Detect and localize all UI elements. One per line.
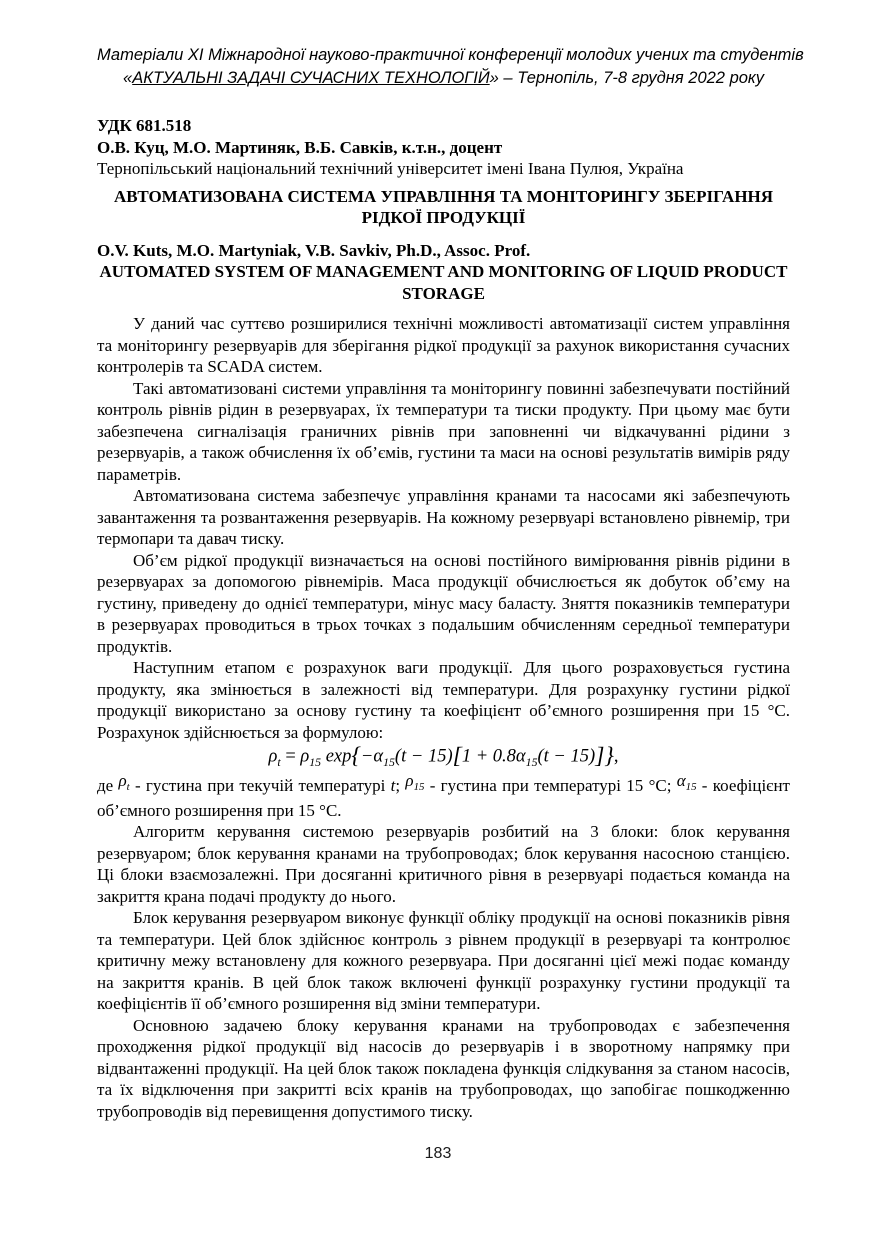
authors-en: O.V. Kuts, M.O. Martyniak, V.B. Savkiv, Ph.D., Assoc. Prof.: [97, 240, 531, 260]
running-head-line-2: [97, 67, 790, 90]
affiliation-ua: Тернопільський національний технічний університет імені Івана Пулюя, Україна: [97, 159, 684, 178]
paragraph-3: Автоматизована система забезпечує управління кранами та насосами які забезпечують завантаження та розвантаження резервуарів. На кожному резервуарі встановлено рівнемір, три термопари та давач тиску.: [97, 486, 790, 548]
math-token: ρ: [405, 771, 414, 791]
math-token: (t − 15): [537, 746, 596, 767]
math-token: t: [126, 781, 130, 794]
math-token: t: [277, 755, 281, 770]
udc-code: УДК 681.518: [97, 116, 192, 135]
math-token: - коефіцієнт об’ємного розширення при 15 °С.: [97, 776, 790, 820]
math-token: 15: [525, 755, 538, 770]
math-token: ρ: [118, 771, 127, 791]
math-token: ,: [613, 746, 619, 767]
math-token: 15: [383, 755, 395, 770]
page-number: 183: [424, 1145, 452, 1162]
math-token: ;: [395, 776, 406, 796]
conference-title: АКТУАЛЬНІ ЗАДАЧІ СУЧАСНИХ ТЕХНОЛОГІЙ: [132, 69, 490, 87]
math-token: 15: [309, 755, 322, 770]
paragraph-5: Наступним етапом є розрахунок ваги продукції. Для цього розраховується густина продукту, яка змінюється в залежності від температури. Для розрахунку густини рідкої продукції використано за основу густину та коефіцієнт об’ємного розширення при 15 °С. Розрахунок здійснюється за формулою:: [97, 658, 790, 742]
math-token: де: [97, 776, 119, 796]
math-token: - густина при текучій температурі: [129, 776, 391, 796]
article-body: [97, 313, 790, 1122]
math-token: 1 + 0.8α: [461, 746, 526, 767]
math-token: (t − 15): [394, 746, 453, 767]
math-token: ρ: [268, 746, 278, 767]
density-formula: [97, 743, 790, 775]
math-token: ]}: [595, 743, 614, 769]
running-head-line-1: Матеріали XI Міжнародної науково-практичної конференції молодих учених та студентів: [97, 46, 804, 64]
math-token: 15: [685, 781, 697, 794]
running-head-line-2-tail: » – Тернопіль, 7-8 грудня 2022 року: [489, 69, 764, 87]
running-head-quote-open: «: [123, 69, 133, 87]
formula-where-clause: [97, 771, 790, 821]
paragraph-7: Блок керування резервуаром виконує функції обліку продукції на основі показників рівня та температури. Цей блок здійснює контроль з рівнем продукції в резервуарі та контролює критичну межу встановлену для кожного резервуара. При досяганні цієї межі подає команду на закриття кранів. В цей блок також включені функції розрахунку густини продукції та коефіцієнтів її об’ємного розширення від зміни температури.: [97, 908, 790, 1014]
math-token: α: [676, 771, 686, 791]
authors-ua: О.В. Куц, М.О. Мартиняк, В.Б. Савків, к.т.н., доцент: [97, 137, 503, 157]
paper-title-en: AUTOMATED SYSTEM OF MANAGEMENT AND MONITORING OF LIQUID PRODUCT STORAGE: [99, 262, 788, 303]
paragraph-2: Такі автоматизовані системи управління та моніторингу повинні забезпечувати постійний контроль рівнів рідин в резервуарах, їх температури та тиски продукту. При цьому має бути забезпечена сигналізація граничних рівнів при заповненні чи відкачуванні рідини з резервуарів, а також обчислення їх об’ємів, густини та маси на основі результатів вимірів ряду параметрів.: [97, 378, 790, 484]
english-heading-block: [97, 240, 790, 305]
math-token: {: [351, 743, 361, 769]
math-token: ρ: [300, 746, 310, 767]
math-token: t: [390, 776, 396, 796]
paragraph-6: Алгоритм керування системою резервуарів розбитий на 3 блоки: блок керування резервуаром; блок керування кранами на трубопроводах; блок керування насосною станцією. Ці блоки взаємозалежні. При досяганні критичного рівня в резервуарі подається команда на закриття крана подачі продукту до нього.: [97, 822, 790, 906]
math-token: [: [452, 743, 462, 769]
math-token: =: [280, 746, 301, 767]
running-head: [97, 44, 804, 90]
paper-title-ua: АВТОМАТИЗОВАНА СИСТЕМА УПРАВЛІННЯ ТА МОНІТОРИНГУ ЗБЕРІГАННЯ РІДКОЇ ПРОДУКЦІЇ: [113, 186, 774, 227]
math-token: - густина при температурі 15 °С;: [424, 776, 677, 796]
paragraph-8: Основною задачею блоку керування кранами на трубопроводах є забезпечення проходження рідкої продукції від насосів до резервуарів і в зворотному напрямку при відвантаженні продукції. На цей блок також покладена функція слідкування за станом насосів, та їх відключення при закритті всіх кранів на трубопроводах, що запобігає пошкодженню трубопроводів від перевищення допустимого тиску.: [97, 1015, 790, 1121]
paragraph-1: У даний час суттєво розширилися технічні можливості автоматизації систем управління та моніторингу резервуарів для зберігання рідкої продукції за рахунок використання сучасних контролерів та SCADA систем.: [97, 314, 790, 376]
math-token: 15: [413, 781, 425, 794]
math-token: exp: [321, 746, 352, 767]
paragraph-4: Об’єм рідкої продукції визначається на основі постійного вимірювання рівнів рідини в резервуарах за допомогою рівнемірів. Маса продукції обчислюється як добуток об’єму на густину, приведену до однієї температури, мінус масу баласту. Зняття показників температури в резервуарах проводиться в трьох точках з подальшим обчисленням середньої температури продуктів.: [97, 550, 790, 656]
meta-block: [97, 115, 790, 180]
math-token: −α: [360, 746, 384, 767]
